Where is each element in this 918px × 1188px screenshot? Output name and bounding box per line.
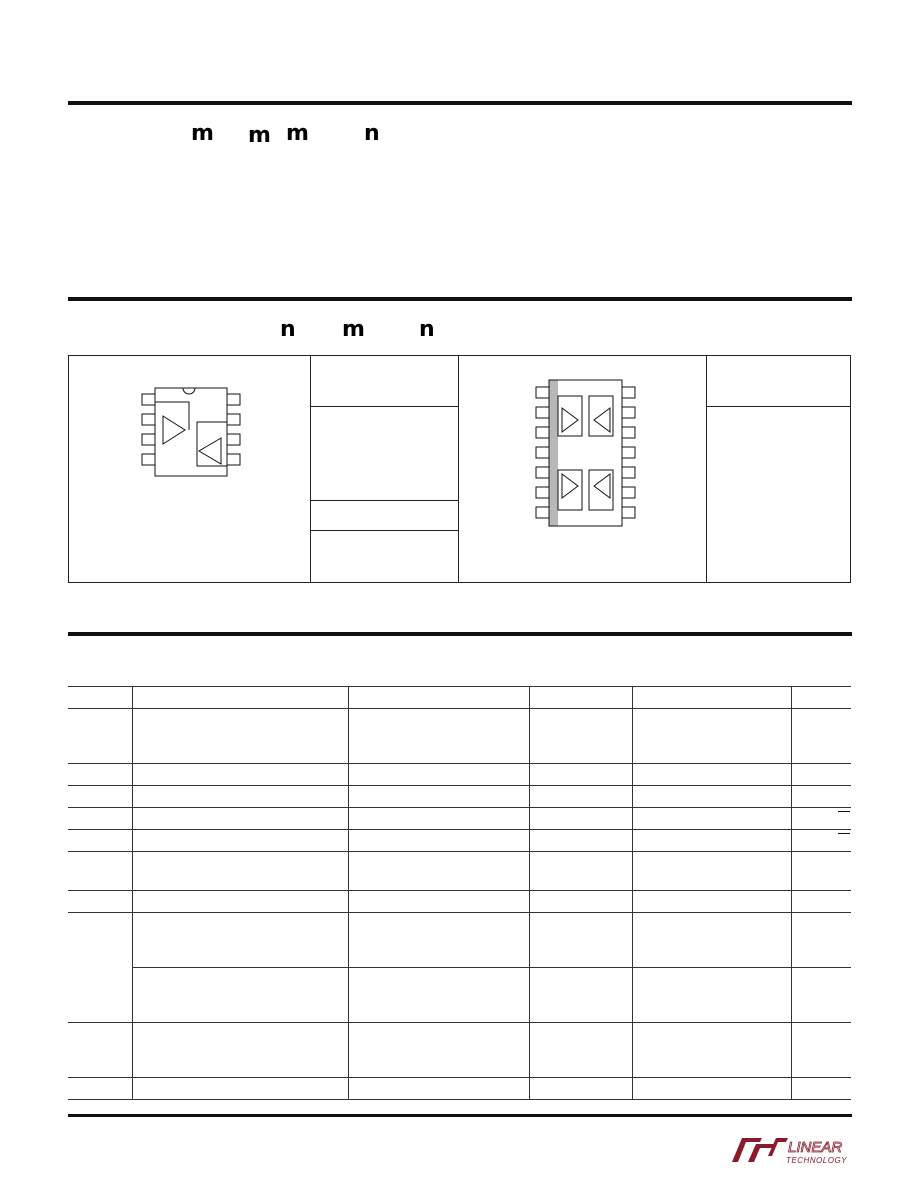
table-row-divider-2	[68, 785, 851, 786]
order-cell-divider-1	[310, 406, 458, 407]
table-column-divider-2	[348, 686, 349, 1099]
table-column-divider-4	[632, 686, 633, 1099]
table-row-divider-10	[68, 1077, 851, 1078]
order-cell-divider-4	[706, 406, 851, 407]
section-rule-top	[68, 101, 852, 105]
package-glyph-2: m	[342, 317, 365, 342]
table-row-divider-1	[68, 763, 851, 764]
package-divider-2	[458, 355, 459, 583]
section-rule-packages	[68, 297, 852, 301]
package-divider-3	[706, 355, 707, 583]
table-row-divider-6	[68, 890, 851, 891]
header-glyph-3: m	[286, 121, 309, 146]
table-row-divider-7	[68, 912, 851, 913]
overline-mark-2	[838, 833, 850, 834]
quad-op-amp-14-pin-package-icon	[532, 378, 642, 528]
table-column-divider-5	[791, 686, 792, 1099]
header-glyph-1: m	[191, 121, 214, 146]
table-row-divider-3	[68, 807, 851, 808]
table-column-divider-1	[132, 686, 133, 1099]
package-divider-1	[310, 355, 311, 583]
header-glyph-2: m	[248, 123, 271, 148]
section-rule-bottom	[68, 1114, 852, 1117]
package-glyph-3: n	[419, 317, 435, 342]
package-glyph-1: n	[280, 317, 296, 342]
svg-text:LINEAR: LINEAR	[788, 1139, 843, 1156]
order-cell-divider-3	[310, 530, 458, 531]
table-column-divider-3	[529, 686, 530, 1099]
table-border-bottom	[68, 1099, 851, 1100]
table-header-divider	[68, 708, 851, 709]
dual-op-amp-8-pin-package-icon	[135, 380, 247, 482]
table-row-divider-5	[68, 851, 851, 852]
table-row-divider-9	[68, 1022, 851, 1023]
svg-text:TECHNOLOGY: TECHNOLOGY	[786, 1156, 848, 1165]
table-row-divider-8	[132, 967, 851, 968]
linear-technology-logo	[728, 1132, 852, 1166]
header-glyph-4: n	[364, 121, 380, 146]
section-rule-electrical	[68, 632, 852, 636]
table-row-divider-4	[68, 829, 851, 830]
table-border-top	[68, 686, 851, 687]
overline-mark-1	[838, 811, 850, 812]
order-cell-divider-2	[310, 500, 458, 501]
